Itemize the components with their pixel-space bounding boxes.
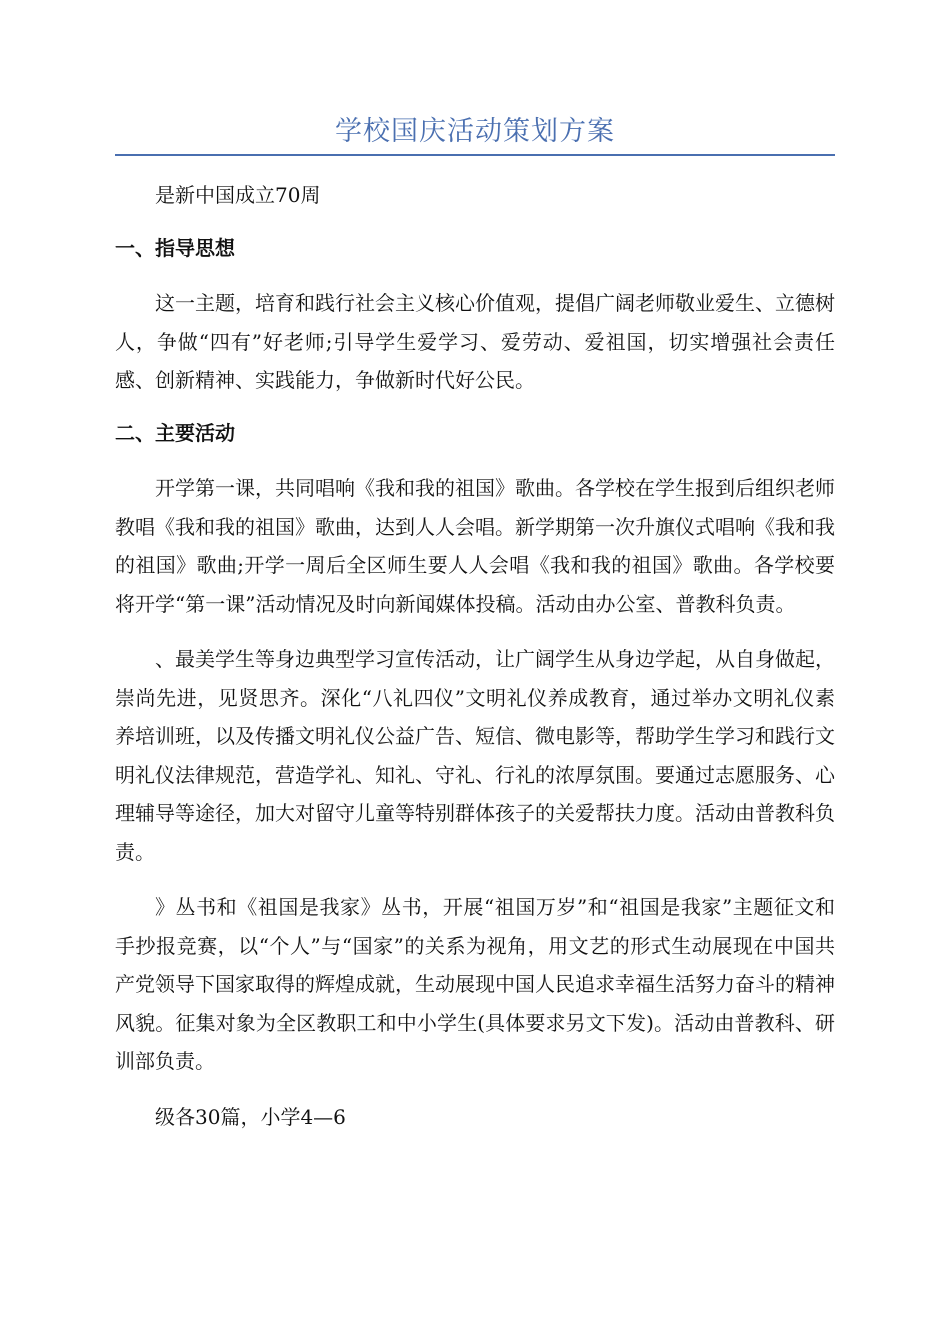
spacer [115,623,835,640]
guiding-ideology-paragraph: 这一主题，培育和践行社会主义核心价值观，提倡广阔老师敬业爱生、立德树人，争做“四有”好老师;引导学生爱学习、爱劳动、爱祖国，切实增强社会责任感、创新精神、实践能力，争做新时代好公民。 [115,291,835,392]
spacer [115,400,835,414]
spacer [115,215,835,229]
activity-paragraph-essay-contest: 》丛书和《祖国是我家》丛书，开展“祖国万岁”和“祖国是我家”主题征文和手抄报竞赛，以“个人”与“国家”的关系为视角，用文艺的形式生动展现在中国共产党领导下国家取得的辉煌成就，生动展现中国人民追求幸福生活努力奋斗的精神风貌。征集对象为全区教职工和中小学生(具体要求另文下发)。活动由普教科、研训部负责。 [115,895,835,1073]
document-title: 学校国庆活动策划方案 [335,116,615,147]
document-body [115,176,835,1136]
title-underline [115,154,835,156]
section-heading-guiding-ideology: 一、指导思想 [115,235,235,260]
section-heading-main-activities: 二、主要活动 [115,420,235,445]
spacer [115,267,835,284]
spacer [115,871,835,888]
activity-paragraph-role-models: 、最美学生等身边典型学习宣传活动，让广阔学生从身边学起，从自身做起，崇尚先进，见贤思齐。深化“八礼四仪”文明礼仪养成教育，通过举办文明礼仪素养培训班，以及传播文明礼仪公益广告、短信、微电影等，帮助学生学习和践行文明礼仪法律规范，营造学礼、知礼、守礼、行礼的浓厚氛围。要通过志愿服务、心理辅导等途径，加大对留守儿童等特别群体孩子的关爱帮扶力度。活动由普教科负责。 [115,647,835,864]
spacer [115,1081,835,1098]
activity-paragraph-first-lesson: 开学第一课，共同唱响《我和我的祖国》歌曲。各学校在学生报到后组织老师教唱《我和我的祖国》歌曲，达到人人会唱。新学期第一次升旗仪式唱响《我和我的祖国》歌曲;开学一周后全区师生要人人会唱《我和我的祖国》歌曲。各学校要将开学“第一课”活动情况及时向新闻媒体投稿。活动由办公室、普教科负责。 [115,476,835,616]
activity-paragraph-quota: 级各30篇，小学4—6 [155,1104,346,1129]
spacer [115,452,835,469]
intro-paragraph: 是新中国成立70周 [155,183,321,207]
